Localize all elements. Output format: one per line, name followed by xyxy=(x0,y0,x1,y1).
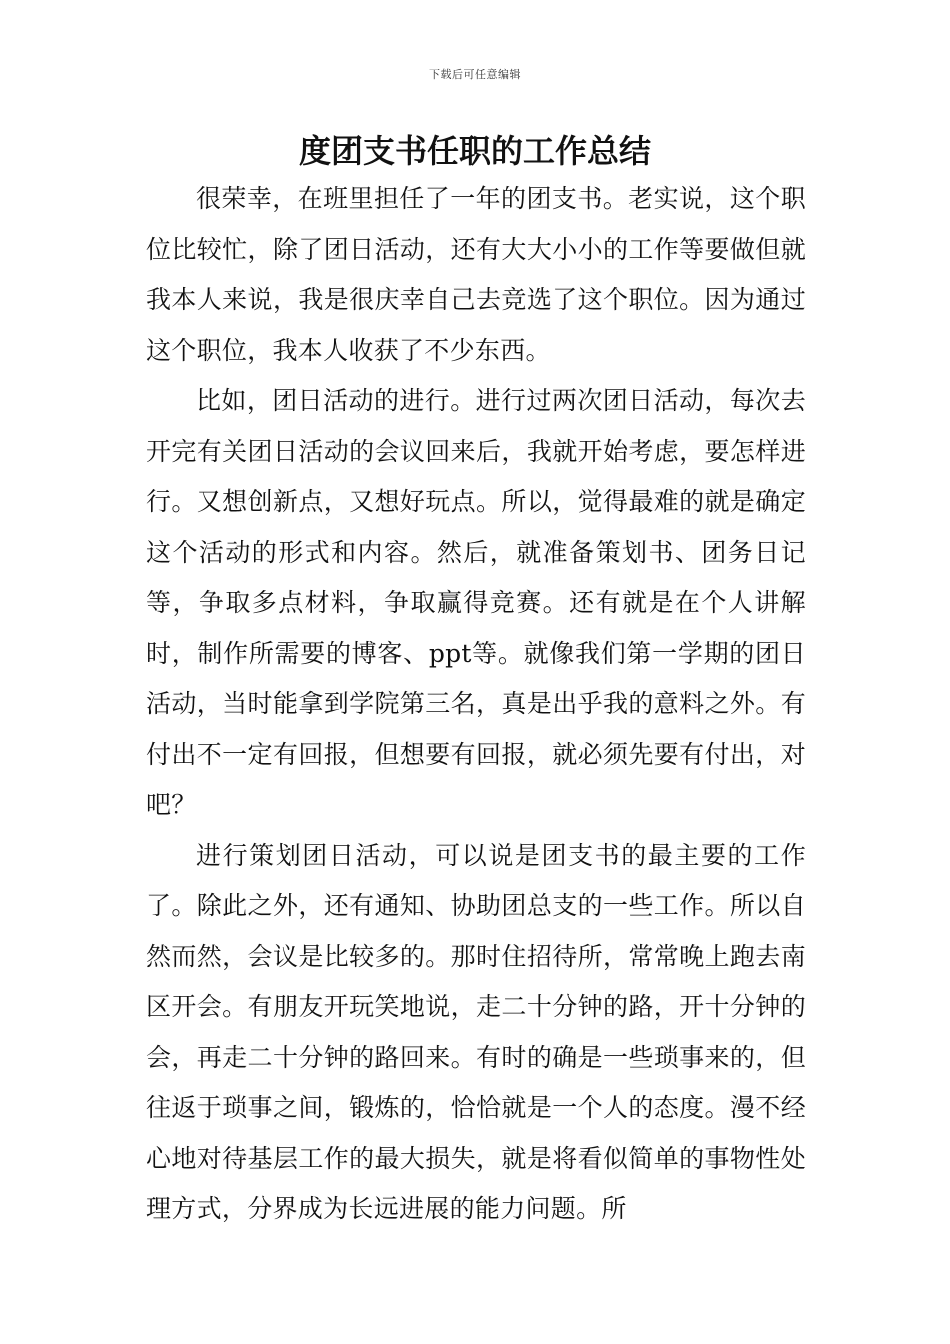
document-body xyxy=(146,174,806,1235)
page-header-note: 下载后可任意编辑 xyxy=(429,68,521,81)
paragraph-2: 比如，团日活动的进行。进行过两次团日活动，每次去开完有关团日活动的会议回来后，我就开始考虑，要怎样进行。又想创新点，又想好玩点。所以，觉得最难的就是确定这个活动的形式和内容。然后，就准备策划书、团务日记等，争取多点材料，争取赢得竞赛。还有就是在个人讲解时，制作所需要的博客、ppt等。就像我们第一学期的团日活动，当时能拿到学院第三名，真是出乎我的意料之外。有付出不一定有回报，但想要有回报，就必须先要有付出，对吧？ xyxy=(146,386,806,819)
paragraph-3: 进行策划团日活动，可以说是团支书的最主要的工作了。除此之外，还有通知、协助团总支的一些工作。所以自然而然，会议是比较多的。那时住招待所，常常晚上跑去南区开会。有朋友开玩笑地说，走二十分钟的路，开十分钟的会，再走二十分钟的路回来。有时的确是一些琐事来的，但往返于琐事之间，锻炼的，恰恰就是一个人的态度。漫不经心地对待基层工作的最大损失，就是将看似简单的事物性处理方式，分界成为长远进展的能力问题。所 xyxy=(146,840,806,1223)
document-title: 度团支书任职的工作总结 xyxy=(298,132,651,170)
paragraph-1: 很荣幸，在班里担任了一年的团支书。老实说，这个职位比较忙，除了团日活动，还有大大小小的工作等要做但就我本人来说，我是很庆幸自己去竞选了这个职位。因为通过这个职位，我本人收获了不少东西。 xyxy=(146,184,806,365)
